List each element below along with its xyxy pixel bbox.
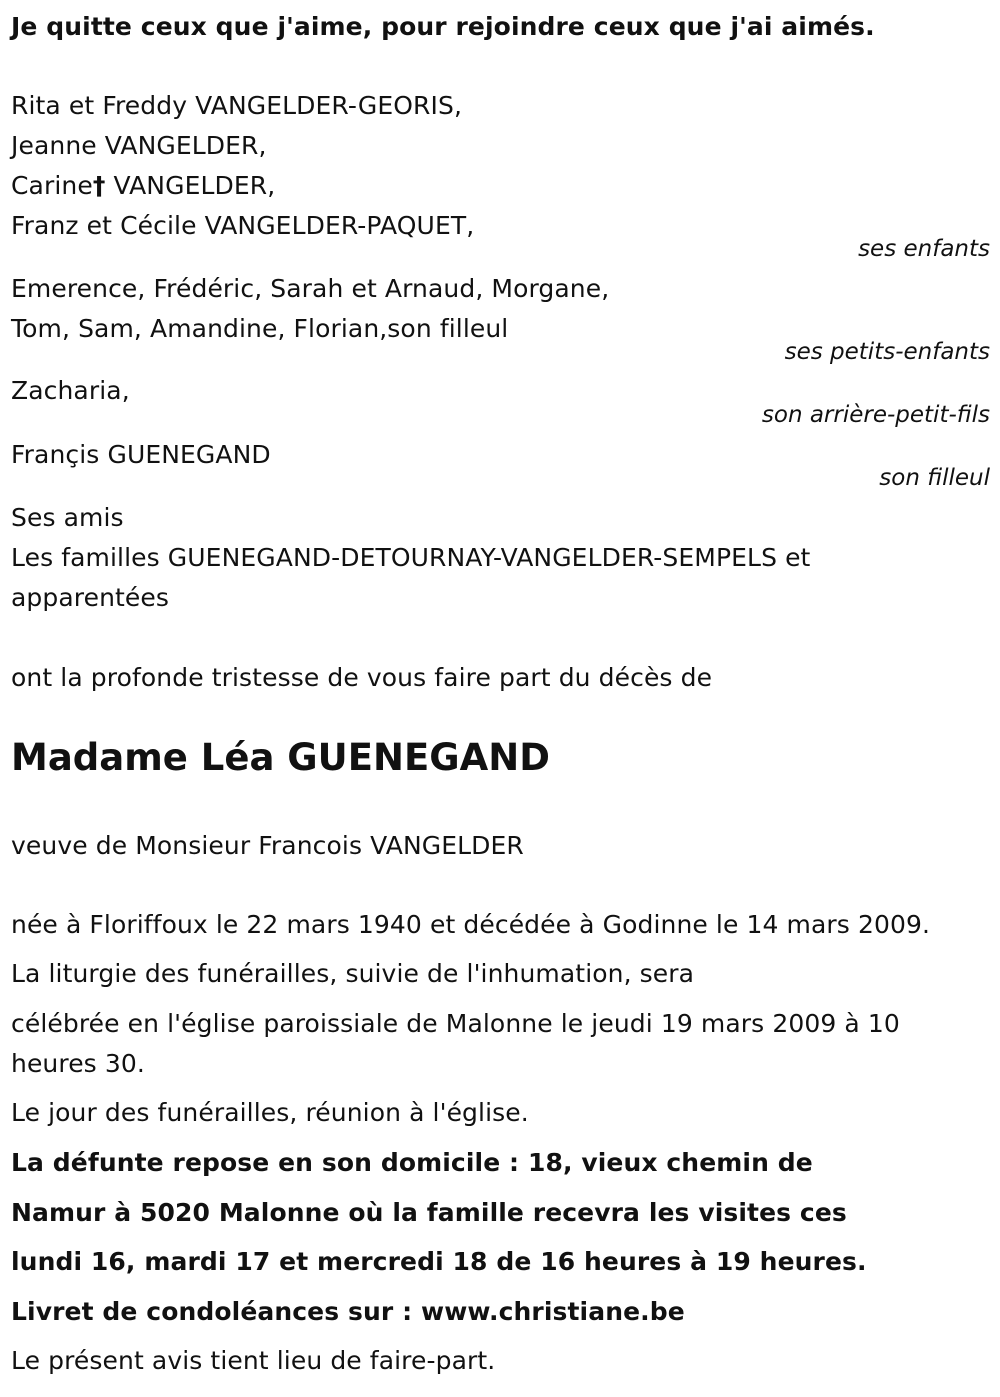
rest-info-line: lundi 16, mardi 17 et mercredi 18 de 16 heures à 19 heures. bbox=[11, 1247, 867, 1276]
announcement-text: ont la profonde tristesse de vous faire part du décès de bbox=[11, 663, 713, 692]
liturgy-line: célébrée en l'église paroissiale de Malonne le jeudi 19 mars 2009 à 10 bbox=[11, 1009, 900, 1038]
child-last-name: VANGELDER, bbox=[105, 171, 276, 200]
grandchild-line: Emerence, Frédéric, Sarah et Arnaud, Morgane, bbox=[11, 274, 610, 303]
deceased-cross-icon: † bbox=[92, 171, 106, 200]
role-godson: son filleul bbox=[879, 465, 990, 491]
opening-quote: Je quitte ceux que j'aime, pour rejoindre ceux que j'ai aimés. bbox=[11, 12, 875, 41]
liturgy-line: La liturgie des funérailles, suivie de l'inhumation, sera bbox=[11, 959, 695, 988]
child-line-carine bbox=[11, 171, 275, 201]
reunion-line: Le jour des funérailles, réunion à l'église. bbox=[11, 1098, 529, 1127]
notice-line: Le présent avis tient lieu de faire-part. bbox=[11, 1346, 496, 1375]
role-great-grandchild: son arrière-petit-fils bbox=[761, 402, 990, 428]
rest-info-line: Namur à 5020 Malonne où la famille recevra les visites ces bbox=[11, 1198, 847, 1227]
condolences-line: Livret de condoléances sur : www.christiane.be bbox=[11, 1297, 685, 1326]
godson-line: Françis GUENEGAND bbox=[11, 440, 271, 469]
rest-info-line: La défunte repose en son domicile : 18, vieux chemin de bbox=[11, 1148, 813, 1177]
families-line: apparentées bbox=[11, 583, 170, 612]
birth-death-line: née à Floriffoux le 22 mars 1940 et décédée à Godinne le 14 mars 2009. bbox=[11, 910, 931, 939]
families-line: Les familles GUENEGAND-DETOURNAY-VANGELDER-SEMPELS et bbox=[11, 543, 811, 572]
role-grandchildren: ses petits-enfants bbox=[784, 339, 990, 365]
widow-of-line: veuve de Monsieur Francois VANGELDER bbox=[11, 831, 524, 860]
friends-line: Ses amis bbox=[11, 503, 124, 532]
child-line: Jeanne VANGELDER, bbox=[11, 131, 267, 160]
deceased-name: Madame Léa GUENEGAND bbox=[11, 736, 550, 779]
great-grandchild-line: Zacharia, bbox=[11, 376, 130, 405]
child-first-name: Carine bbox=[11, 171, 93, 200]
child-line: Rita et Freddy VANGELDER-GEORIS, bbox=[11, 91, 463, 120]
liturgy-line: heures 30. bbox=[11, 1049, 145, 1078]
child-line: Franz et Cécile VANGELDER-PAQUET, bbox=[11, 211, 475, 240]
role-children: ses enfants bbox=[858, 236, 990, 262]
grandchild-line: Tom, Sam, Amandine, Florian,son filleul bbox=[11, 314, 509, 343]
